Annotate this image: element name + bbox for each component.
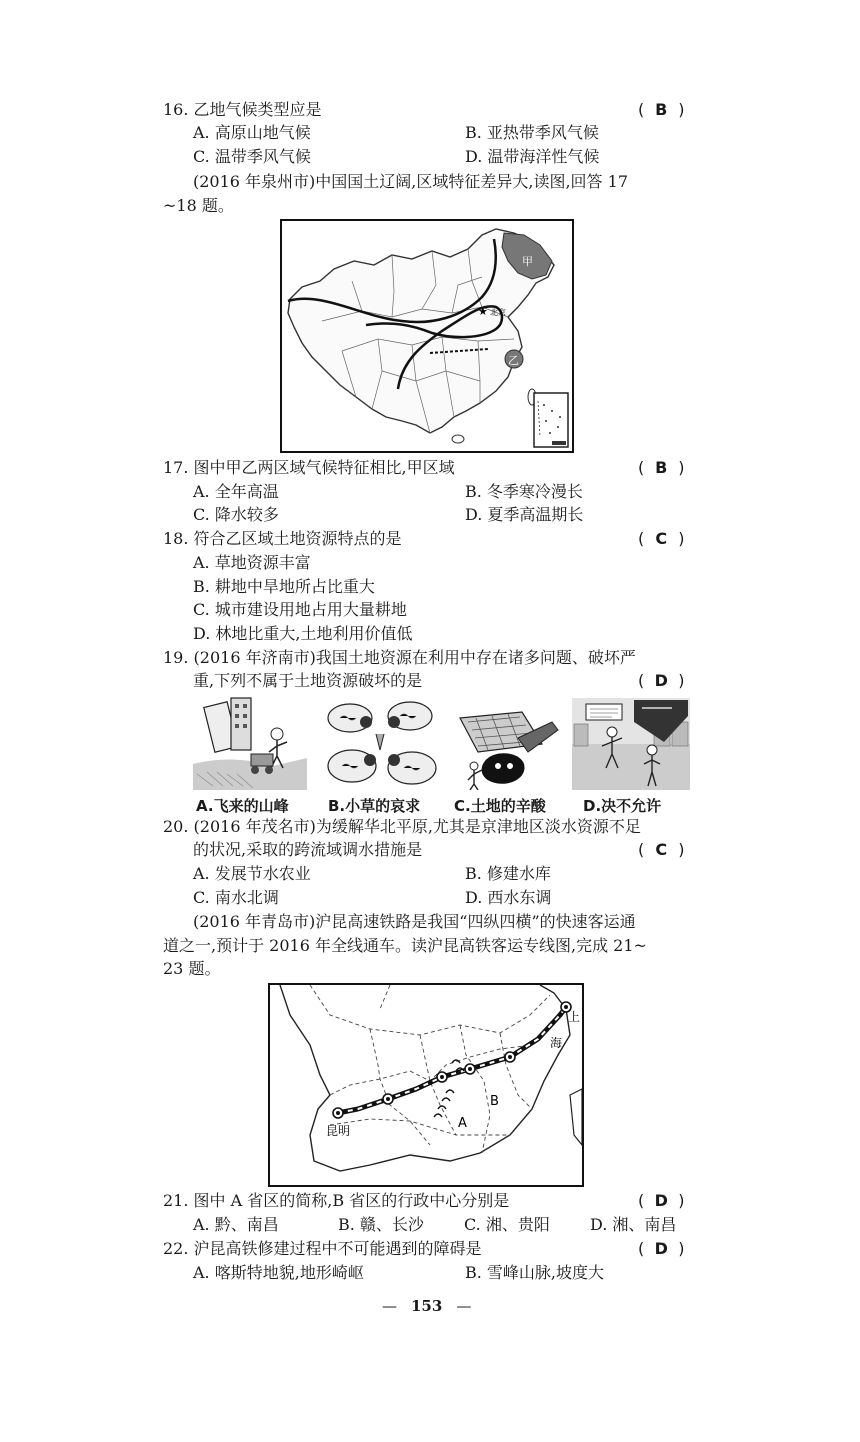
q20-option-c: C. 南水北调 (193, 888, 279, 907)
q18-stem: 18. 符合乙区域土地资源特点的是 (163, 529, 402, 548)
q22-option-a: A. 喀斯特地貌,地形崎岖 (193, 1263, 364, 1282)
q16-answer: ( B ) (638, 100, 685, 119)
q21-option-a: A. 黔、南昌 (193, 1215, 279, 1234)
cartoon-c (448, 708, 560, 790)
q19-stem-line2: 重,下列不属于土地资源破坏的是 (193, 671, 423, 690)
q17-stem: 17. 图中甲乙两区域气候特征相比,甲区域 (163, 458, 455, 477)
beijing-star-icon: ★ (478, 305, 488, 318)
q22-option-b: B. 雪峰山脉,坡度大 (465, 1263, 605, 1282)
label-province-a: A (458, 1116, 467, 1131)
intro-17-18-line1: (2016 年泉州市)中国国土辽阔,区域特征差异大,读图,回答 17 (193, 172, 628, 191)
q20-answer: ( C ) (638, 840, 685, 859)
label-beijing: 北京 (490, 308, 506, 317)
hainan-island (452, 435, 464, 443)
q22-stem: 22. 沪昆高铁修建过程中不可能遇到的障碍是 (163, 1239, 482, 1258)
q16-option-c: C. 温带季风气候 (193, 147, 311, 166)
south-sea-inset (534, 393, 568, 447)
mountain-symbols (434, 1060, 464, 1117)
q21-option-b: B. 赣、长沙 (338, 1215, 424, 1234)
intro-17-18-line2: ~18 题。 (163, 196, 234, 215)
label-hai: 海 (550, 1036, 563, 1050)
intro-21-23-line2: 道之一,预计于 2016 年全线通车。读沪昆高铁客运专线图,完成 21~ (163, 936, 647, 955)
intro-21-23-line3: 23 题。 (163, 959, 221, 978)
q17-option-d: D. 夏季高温期长 (465, 505, 584, 524)
cartoon-caption-c: C.土地的辛酸 (454, 797, 546, 815)
hukun-railway-line (338, 1007, 566, 1113)
q20-option-d: D. 西水东调 (465, 888, 552, 907)
q21-option-d: D. 湘、南昌 (590, 1215, 677, 1234)
q20-stem-line1: 20. (2016 年茂名市)为缓解华北平原,尤其是京津地区淡水资源不足 (163, 817, 641, 836)
q16-stem: 16. 乙地气候类型应是 (163, 100, 322, 119)
hukun-railway-map (268, 983, 584, 1187)
label-yi: 乙 (508, 354, 519, 367)
cartoon-d (572, 698, 690, 790)
label-province-b: B (490, 1094, 499, 1109)
q18-option-b: B. 耕地中旱地所占比重大 (193, 577, 375, 596)
q18-option-d: D. 林地比重大,土地利用价值低 (193, 624, 413, 643)
q21-answer: ( D ) (638, 1191, 685, 1210)
label-shang: 上 (568, 1010, 581, 1024)
q18-option-c: C. 城市建设用地占用大量耕地 (193, 600, 407, 619)
q17-option-b: B. 冬季寒冷漫长 (465, 482, 583, 501)
china-map-svg (282, 221, 572, 451)
q22-answer: ( D ) (638, 1239, 685, 1258)
cartoon-caption-b: B.小草的哀求 (328, 797, 421, 815)
q16-option-d: D. 温带海洋性气候 (465, 147, 600, 166)
q19-stem-line1: 19. (2016 年济南市)我国土地资源在利用中存在诸多问题、破坏严 (163, 648, 636, 667)
q19-answer: ( D ) (638, 671, 685, 690)
q18-option-a: A. 草地资源丰富 (193, 553, 311, 572)
q21-option-c: C. 湘、贵阳 (464, 1215, 550, 1234)
cartoon-a (193, 694, 307, 790)
cartoon-caption-d: D.决不允许 (583, 797, 662, 815)
q17-answer: ( B ) (638, 458, 685, 477)
q16-option-b: B. 亚热带季风气候 (465, 123, 599, 142)
label-jia: 甲 (522, 255, 533, 268)
cartoon-caption-a: A.飞来的山峰 (196, 797, 289, 815)
q17-option-a: A. 全年高温 (193, 482, 279, 501)
q16-option-a: A. 高原山地气候 (193, 123, 311, 142)
q20-option-a: A. 发展节水农业 (193, 864, 311, 883)
q18-answer: ( C ) (638, 529, 685, 548)
railway-map-svg (270, 985, 582, 1185)
q17-option-c: C. 降水较多 (193, 505, 279, 524)
china-region-map (280, 219, 574, 453)
q21-stem: 21. 图中 A 省区的简称,B 省区的行政中心分别是 (163, 1191, 510, 1210)
cartoon-b (320, 694, 440, 790)
intro-21-23-line1: (2016 年青岛市)沪昆高速铁路是我国“四纵四横”的快速客运通 (193, 912, 636, 931)
label-kunming: 昆明 (326, 1124, 351, 1138)
q20-stem-line2: 的状况,采取的跨流域调水措施是 (193, 840, 423, 859)
q20-option-b: B. 修建水库 (465, 864, 551, 883)
page-number: — 153 — (382, 1297, 472, 1315)
